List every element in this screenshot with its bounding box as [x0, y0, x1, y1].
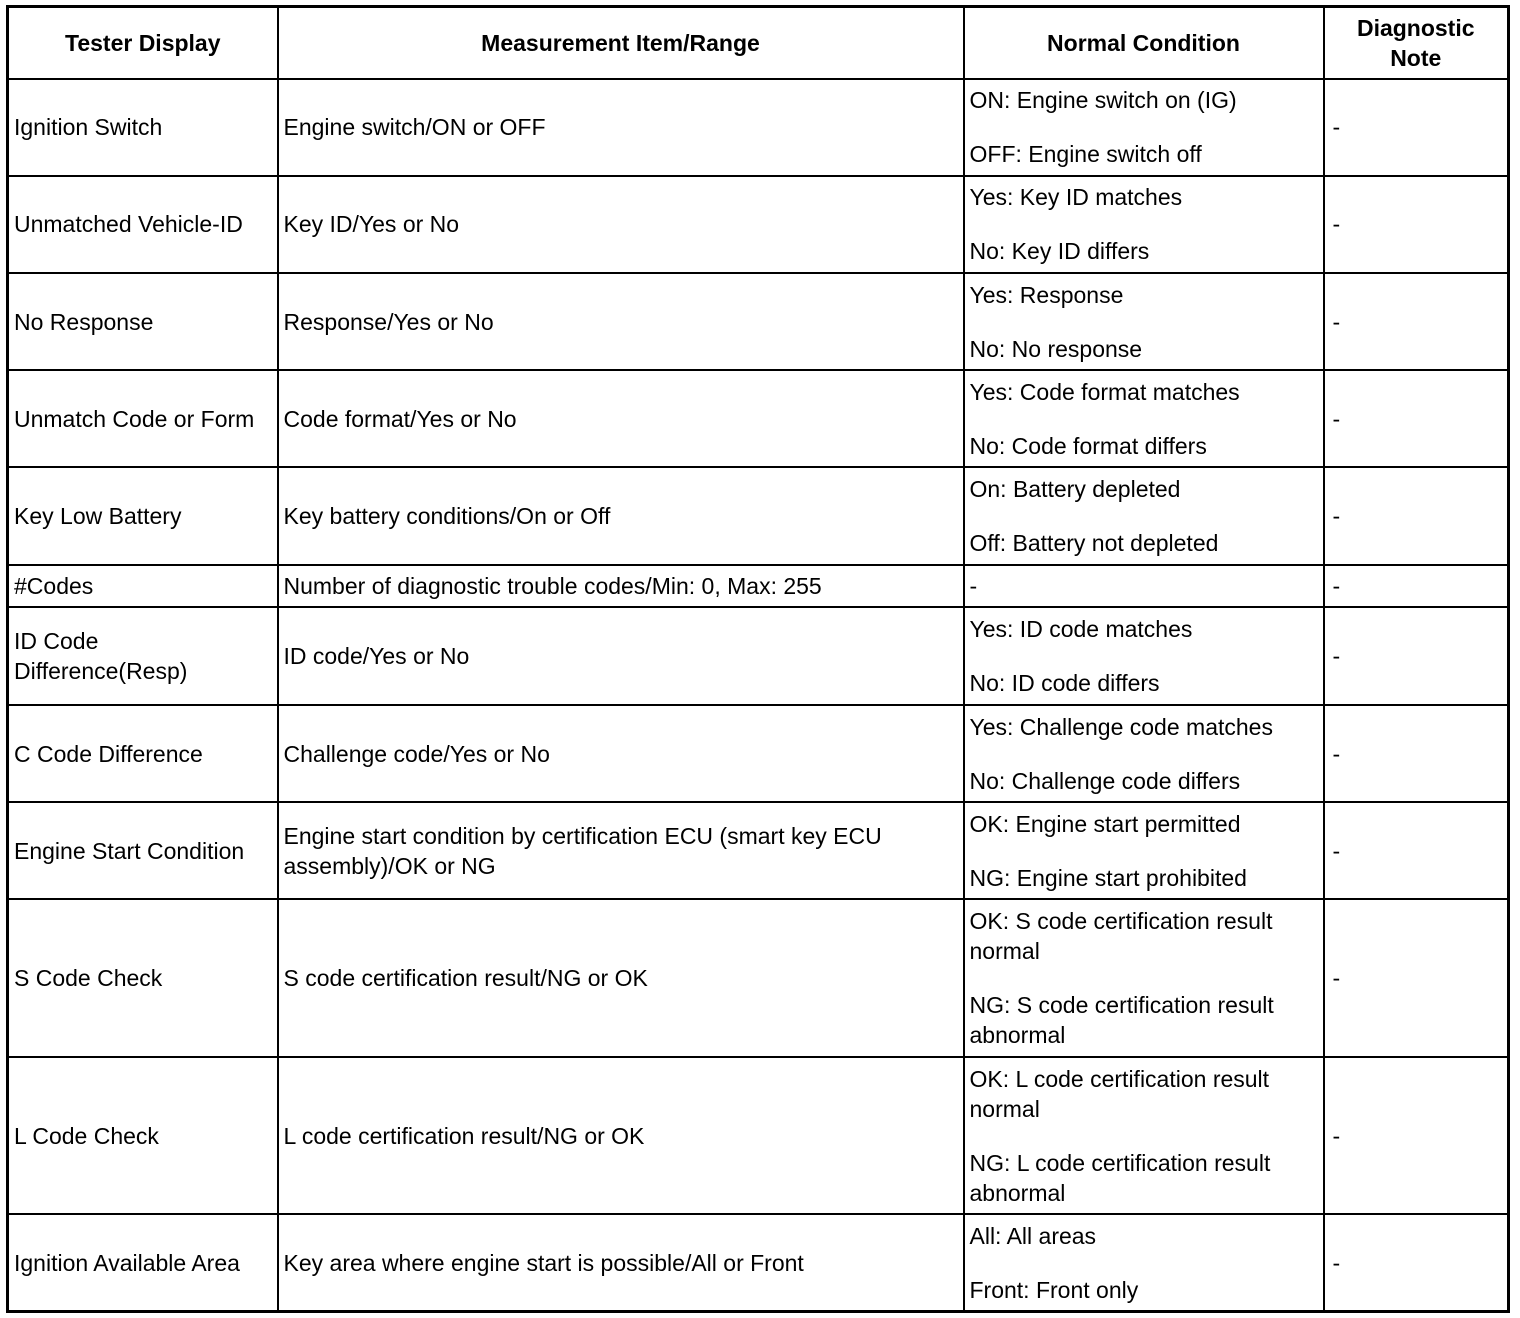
cell-normal-condition: [964, 1057, 1324, 1214]
normal-line-2: No: Key ID differs: [969, 238, 1150, 265]
normal-line-2: No: Code format differs: [969, 432, 1207, 459]
cell-tester-display: #Codes: [8, 565, 278, 607]
normal-line-2: NG: L code certification result abnormal: [969, 1149, 1271, 1206]
header-measurement: Measurement Item/Range: [278, 7, 964, 79]
cell-diagnostic-note: -: [1324, 705, 1509, 802]
cell-diagnostic-note: -: [1324, 79, 1509, 176]
cell-tester-display: C Code Difference: [8, 705, 278, 802]
cell-normal-condition: [964, 607, 1324, 705]
cell-measurement: Response/Yes or No: [278, 273, 964, 370]
normal-line-1: Yes: ID code matches: [969, 615, 1193, 642]
header-note-line-1: Diagnostic: [1356, 14, 1475, 41]
table-row: [8, 176, 1509, 273]
table-row: [8, 370, 1509, 467]
normal-line-2: NG: Engine start prohibited: [969, 864, 1247, 891]
cell-tester-display: Key Low Battery: [8, 467, 278, 564]
cell-tester-display: Ignition Switch: [8, 79, 278, 176]
normal-line-2: Front: Front only: [969, 1276, 1139, 1303]
cell-normal-condition: [964, 79, 1324, 176]
normal-line-1: On: Battery depleted: [969, 476, 1181, 503]
cell-tester-display: Engine Start Condition: [8, 802, 278, 899]
table-row: [8, 273, 1509, 370]
header-diagnostic-note: [1324, 7, 1509, 79]
cell-normal-condition: -: [964, 565, 1324, 607]
cell-measurement: Engine start condition by certification ECU (smart key ECU assembly)/OK or NG: [278, 802, 964, 899]
cell-measurement: Engine switch/ON or OFF: [278, 79, 964, 176]
normal-line-2: OFF: Engine switch off: [969, 141, 1202, 168]
cell-diagnostic-note: -: [1324, 176, 1509, 273]
cell-tester-display: ID Code Difference(Resp): [8, 607, 278, 705]
cell-measurement: Key battery conditions/On or Off: [278, 467, 964, 564]
normal-line-1: OK: Engine start permitted: [969, 810, 1241, 837]
cell-measurement: S code certification result/NG or OK: [278, 899, 964, 1056]
cell-diagnostic-note: -: [1324, 273, 1509, 370]
cell-normal-condition: [964, 370, 1324, 467]
normal-line-1: ON: Engine switch on (IG): [969, 87, 1237, 114]
cell-tester-display: S Code Check: [8, 899, 278, 1056]
table-row: [8, 1214, 1509, 1311]
normal-line-1: Yes: Key ID matches: [969, 184, 1183, 211]
cell-diagnostic-note: -: [1324, 467, 1509, 564]
cell-measurement: Code format/Yes or No: [278, 370, 964, 467]
cell-measurement: Number of diagnostic trouble codes/Min: 0, Max: 255: [278, 565, 964, 607]
cell-measurement: Key ID/Yes or No: [278, 176, 964, 273]
cell-normal-condition: [964, 899, 1324, 1056]
cell-diagnostic-note: -: [1324, 899, 1509, 1056]
cell-tester-display: L Code Check: [8, 1057, 278, 1214]
normal-line-1: All: All areas: [969, 1222, 1097, 1249]
header-row: [8, 7, 1509, 79]
cell-diagnostic-note: -: [1324, 1057, 1509, 1214]
cell-diagnostic-note: -: [1324, 1214, 1509, 1311]
table-row: [8, 565, 1509, 607]
cell-diagnostic-note: -: [1324, 370, 1509, 467]
normal-line-1: Yes: Code format matches: [969, 378, 1240, 405]
cell-diagnostic-note: -: [1324, 565, 1509, 607]
table-row: [8, 802, 1509, 899]
header-tester-display: Tester Display: [8, 7, 278, 79]
table-row: [8, 79, 1509, 176]
cell-measurement: Key area where engine start is possible/All or Front: [278, 1214, 964, 1311]
normal-line-2: NG: S code certification result abnormal: [969, 992, 1274, 1049]
cell-tester-display: Unmatch Code or Form: [8, 370, 278, 467]
cell-normal-condition: [964, 705, 1324, 802]
table-row: [8, 899, 1509, 1056]
normal-line-2: No: ID code differs: [969, 669, 1160, 696]
cell-measurement: L code certification result/NG or OK: [278, 1057, 964, 1214]
cell-tester-display: No Response: [8, 273, 278, 370]
cell-measurement: ID code/Yes or No: [278, 607, 964, 705]
header-note-line-2: Note: [1390, 44, 1442, 71]
cell-normal-condition: [964, 273, 1324, 370]
normal-line-2: Off: Battery not depleted: [969, 530, 1219, 557]
cell-measurement: Challenge code/Yes or No: [278, 705, 964, 802]
normal-line-1: Yes: Response: [969, 281, 1124, 308]
cell-normal-condition: [964, 467, 1324, 564]
table-row: [8, 705, 1509, 802]
cell-normal-condition: [964, 802, 1324, 899]
table-row: [8, 467, 1509, 564]
cell-diagnostic-note: -: [1324, 607, 1509, 705]
header-normal-condition: Normal Condition: [964, 7, 1324, 79]
table-row: [8, 607, 1509, 705]
normal-line-1: Yes: Challenge code matches: [969, 713, 1273, 740]
cell-diagnostic-note: -: [1324, 802, 1509, 899]
normal-line-1: OK: S code certification result normal: [969, 908, 1273, 965]
cell-normal-condition: [964, 176, 1324, 273]
table-row: [8, 1057, 1509, 1214]
cell-tester-display: Unmatched Vehicle-ID: [8, 176, 278, 273]
diagnostic-data-table: [6, 5, 1510, 1313]
normal-line-1: OK: L code certification result normal: [969, 1065, 1270, 1122]
normal-line-2: No: Challenge code differs: [969, 767, 1241, 794]
cell-tester-display: Ignition Available Area: [8, 1214, 278, 1311]
cell-normal-condition: [964, 1214, 1324, 1311]
normal-line-2: No: No response: [969, 335, 1143, 362]
